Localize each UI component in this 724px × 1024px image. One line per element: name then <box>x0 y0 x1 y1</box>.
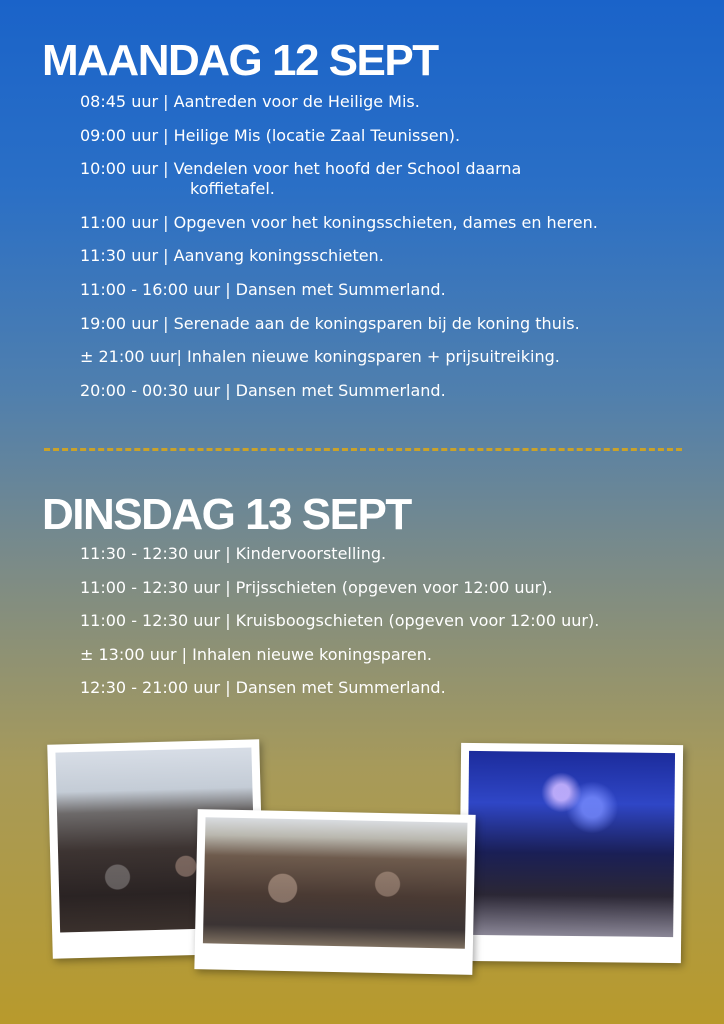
day2-schedule <box>80 544 599 712</box>
item-description: Aanvang koningsschieten. <box>173 246 384 266</box>
day1-heading: MAANDAG 12 SEPT <box>42 36 438 85</box>
item-time: 11:00 - 12:30 uur | <box>80 577 236 597</box>
item-description: Kruisboogschieten (opgeven voor 12:00 uur). <box>235 611 600 631</box>
item-time: 20:00 - 00:30 uur | <box>80 380 236 400</box>
item-description: Inhalen nieuwe koningsparen + prijsuitreiking. <box>187 347 560 367</box>
crowd-polonaise-image <box>203 817 468 948</box>
dashed-divider <box>44 448 682 451</box>
schedule-item <box>80 314 598 334</box>
schedule-item <box>80 381 598 401</box>
day1-schedule <box>80 92 598 414</box>
day2-heading: DINSDAG 13 SEPT <box>42 490 411 539</box>
schedule-item <box>80 126 598 146</box>
item-description: Kindervoorstelling. <box>235 544 387 563</box>
item-description-continued: koffietafel. <box>190 179 275 199</box>
stage-lights-image <box>467 751 675 937</box>
schedule-item <box>80 611 599 631</box>
item-time: 10:00 uur | <box>80 159 174 179</box>
schedule-item <box>80 578 599 598</box>
schedule-item <box>80 544 599 564</box>
schedule-item <box>80 246 598 266</box>
item-description: Heilige Mis (locatie Zaal Teunissen). <box>173 125 461 145</box>
item-time: 11:00 uur | <box>80 212 174 232</box>
item-time: 08:45 uur | <box>80 92 174 111</box>
item-description: Inhalen nieuwe koningsparen. <box>192 644 432 664</box>
schedule-item <box>80 213 598 233</box>
item-description: Opgeven voor het koningsschieten, dames en heren. <box>173 212 598 232</box>
item-time: 11:00 - 12:30 uur | <box>80 611 236 631</box>
item-time: 11:30 - 12:30 uur | <box>80 544 236 563</box>
item-time: 19:00 uur | <box>80 313 174 333</box>
item-description: Dansen met Summerland. <box>235 279 446 299</box>
item-description: Vendelen voor het hoofd der School daarna <box>173 159 522 179</box>
item-description: Serenade aan de koningsparen bij de koning thuis. <box>173 313 580 333</box>
schedule-item <box>80 280 598 300</box>
item-time: ± 13:00 uur | <box>80 644 193 664</box>
schedule-item <box>80 678 599 698</box>
item-time: 12:30 - 21:00 uur | <box>80 678 236 698</box>
schedule-item <box>80 159 598 199</box>
schedule-item <box>80 347 598 367</box>
concert-stage-photo <box>459 743 683 963</box>
schedule-item <box>80 645 599 665</box>
polonaise-photo <box>194 809 475 975</box>
item-description: Dansen met Summerland. <box>235 380 446 400</box>
item-time: 11:00 - 16:00 uur | <box>80 279 236 299</box>
item-description: Dansen met Summerland. <box>235 678 446 698</box>
item-time: 11:30 uur | <box>80 246 174 266</box>
item-time: ± 21:00 uur| <box>80 347 188 367</box>
item-description: Prijsschieten (opgeven voor 12:00 uur). <box>235 577 553 597</box>
item-time: 09:00 uur | <box>80 125 174 145</box>
schedule-item <box>80 92 598 112</box>
item-description: Aantreden voor de Heilige Mis. <box>173 92 420 111</box>
